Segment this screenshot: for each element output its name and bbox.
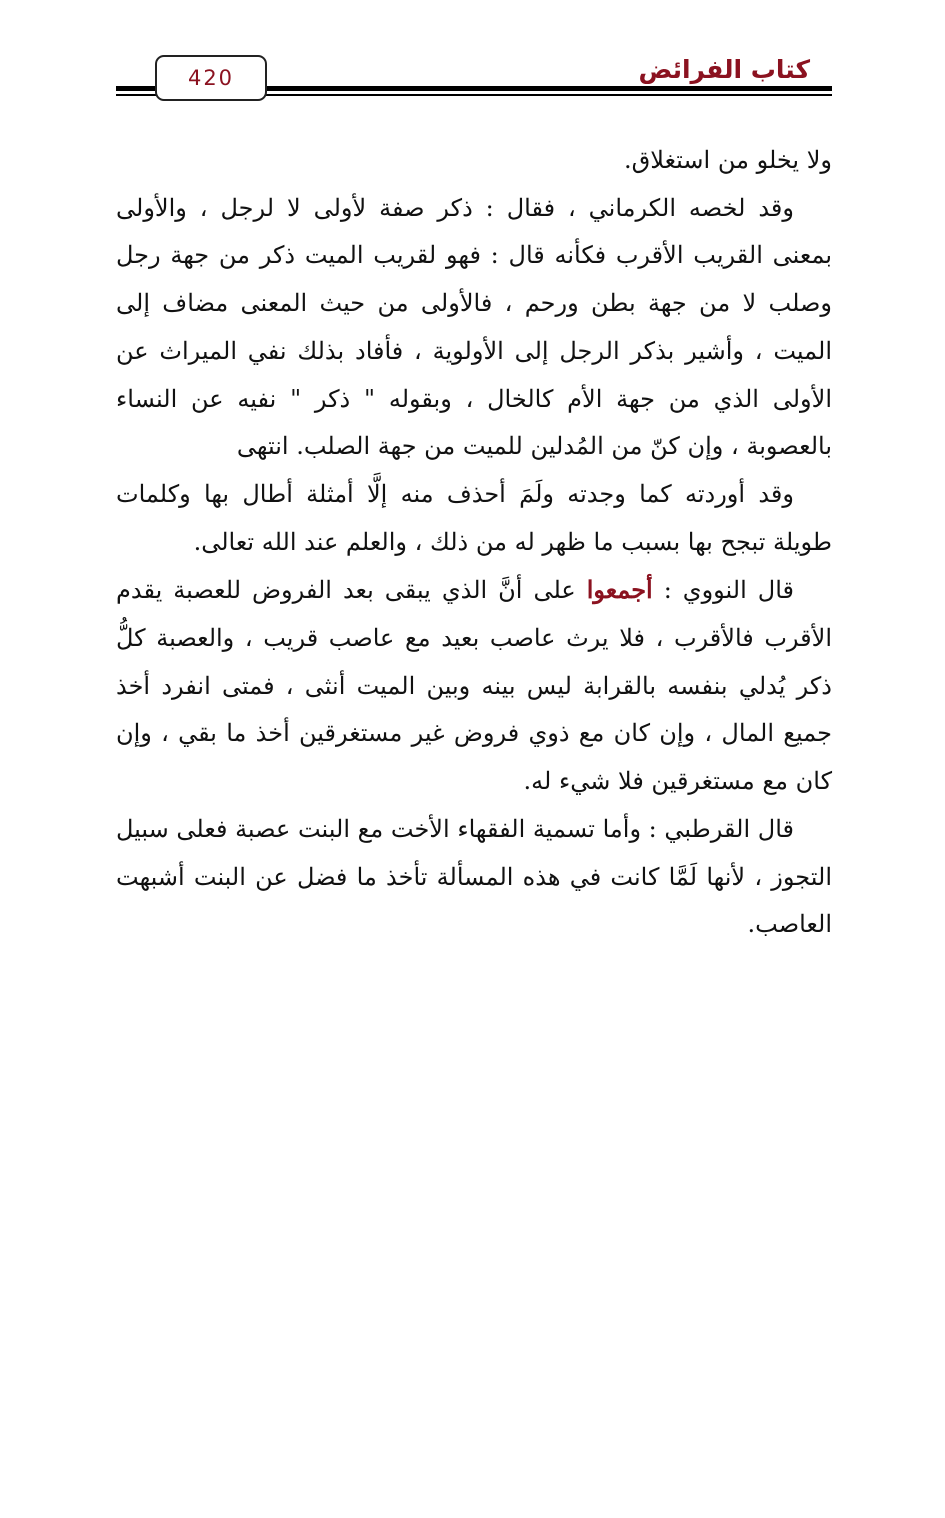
- book-title: كتاب الفرائض: [638, 55, 810, 84]
- paragraph-author-note: وقد أوردته كما وجدته ولَمَ أحذف منه إلَّا أمثلة أطال بها وكلمات طويلة تبجح بها بسبب ما ظهر له من ذلك ، والعلم عند الله تعالى.: [116, 479, 832, 556]
- page-number: 420: [155, 55, 267, 101]
- page-header: [116, 50, 832, 110]
- paragraph-nawawi: [116, 566, 832, 806]
- page-body: [116, 137, 832, 949]
- paragraph-continuation: ولا يخلو من استغلاق.: [624, 146, 832, 174]
- consensus-keyword: أجمعوا: [586, 575, 653, 605]
- paragraph-kirmani: وقد لخصه الكرماني ، فقال : ذكر صفة لأولى لا لرجل ، والأولى بمعنى القريب الأقرب فكأنه قال : فهو لقريب الميت ذكر من جهة رجل وصلب لا من جهة بطن ورحم ، فالأولى من حيث المعنى مضاف إلى الميت ، وأشير بذكر الرجل إلى الأولوية ، فأفاد بذلك نفي الميراث عن الأولى الذي من جهة الأم كالخال ، وبقوله " ذكر " نفيه عن النساء بالعصوبة ، وإن كنّ من المُدلين للميت من جهة الصلب. انتهى: [116, 193, 832, 461]
- nawawi-intro: قال النووي :: [652, 576, 794, 605]
- paragraph-qurtubi: قال القرطبي : وأما تسمية الفقهاء الأخت مع البنت عصبة فعلى سبيل التجوز ، لأنها لَمَّا كانت في هذه المسألة تأخذ ما فضل عن البنت أشبهت العاصب.: [116, 814, 832, 939]
- nawawi-body: على أنَّ الذي يبقى بعد الفروض للعصبة يقدم الأقرب فالأقرب ، فلا يرث عاصب بعيد مع عاصب قريب ، والعصبة كلُّ ذكر يُدلي بنفسه بالقرابة ليس بينه وبين الميت أنثى ، فمتى انفرد أخذ جميع المال ، وإن كان مع ذوي فروض غير مستغرقين أخذ ما بقي ، وإن كان مع مستغرقين فلا شيء له.: [116, 576, 832, 796]
